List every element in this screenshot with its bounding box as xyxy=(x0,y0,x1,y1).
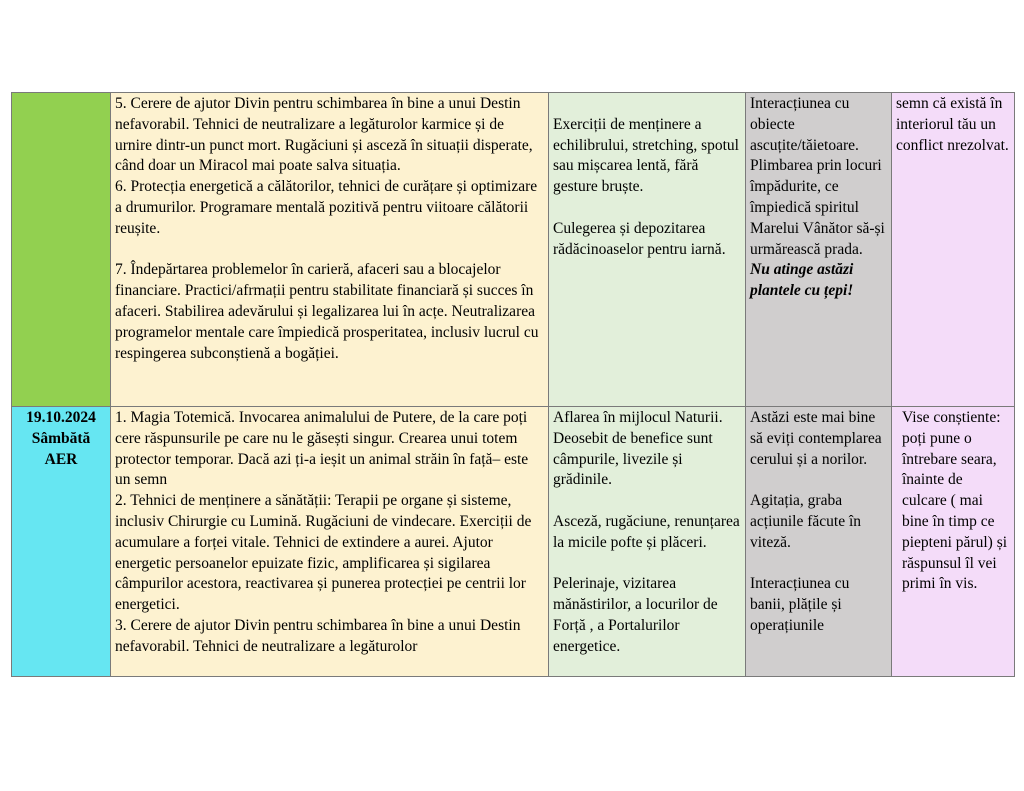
techniques-cell xyxy=(111,407,549,677)
activities-cell xyxy=(549,407,746,677)
activities-cell xyxy=(549,93,746,407)
activity-item: Aflarea în mijlocul Naturii. Deosebit de benefice sunt câmpurile, livezile și grădinile. xyxy=(553,409,723,489)
technique-item: 5. Cerere de ajutor Divin pentru schimbarea în bine a unui Destin nefavorabil. Tehnici de neutralizare a legăturolor karmice și de urnire dintr-un punct mort. Rugăciuni și asceză în situații disperate, când doar un Miracol mai poate salva situația. xyxy=(115,95,533,175)
sign-text: semn că există în interiorul tău un conflict nrezolvat. xyxy=(896,95,1009,154)
sign-cell xyxy=(892,407,1015,677)
table-row xyxy=(12,407,1015,677)
astrological-day-table xyxy=(11,92,1015,677)
avoid-cell xyxy=(746,93,892,407)
avoid-text: Interacțiunea cu obiecte ascuțite/tăietoare. Plimbarea prin locuri împădurite, ce împiedică spiritul Marelui Vânător să-și urmărească prada. xyxy=(750,95,885,258)
table-row xyxy=(12,93,1015,407)
technique-item: 2. Tehnici de menținere a sănătății: Terapii pe organe și sisteme, inclusiv Chirurgie cu Lumină. Rugăciuni de vindecare. Exerciții de acumulare a forței vitale. Tehnici de extindere a aurei. Ajutor energetic persoanelor epuizate fizic, amplificarea și sigilarea câmpurilor acestora, reactivarea și punerea protecției pe centrii lor energetici. xyxy=(115,492,532,614)
date-cell xyxy=(12,93,111,407)
sign-text: Vise conștiente: poți pune o întrebare seara, înainte de culcare ( mai bine în timp ce piepteni părul) și răspunsul îl vei primi în vis. xyxy=(902,409,1008,593)
techniques-cell xyxy=(111,93,549,407)
avoid-cell xyxy=(746,407,892,677)
activity-item: Pelerinaje, vizitarea mănăstirilor, a locurilor de Forță , a Portalurilor energetice. xyxy=(553,575,718,655)
avoid-item: Astăzi este mai bine să eviți contemplarea cerului și a norilor. xyxy=(750,409,882,468)
technique-item: 3. Cerere de ajutor Divin pentru schimbarea în bine a unui Destin nefavorabil. Tehnici de neutralizare a legăturolor xyxy=(115,616,521,655)
sign-cell xyxy=(892,93,1015,407)
date-cell xyxy=(12,407,111,677)
avoid-warning: Nu atinge astăzi plantele cu țepi! xyxy=(750,261,854,300)
date-label: 19.10.2024 xyxy=(26,409,96,426)
day-label: Sâmbătă xyxy=(31,429,91,447)
element-label: AER xyxy=(44,450,78,468)
activity-item: Exerciții de menținere a echilibrului, stretching, spotul sau mișcarea lentă, fără gesture bruște. xyxy=(553,115,739,196)
avoid-item: Interacțiunea cu banii, plățile și operațiunile xyxy=(750,575,850,634)
activity-item: Culegerea și depozitarea rădăcinoaselor pentru iarnă. xyxy=(553,219,726,258)
technique-item: 7. Îndepărtarea problemelor în carieră, afaceri sau a blocajelor financiare. Practici/afrmații pentru stabilitate financiară și succes în afaceri. Stabilirea adevărului și legalizarea lui în acțe. Neutralizarea programelor mentale care împiedică prosperitatea, inclusiv lucrul cu respingerea subconștienă a bogăției. xyxy=(115,261,539,362)
technique-item: 1. Magia Totemică. Invocarea animalului de Putere, de la care poți cere răspunsurile pe care nu le găsești singur. Crearea unui totem protector temporar. Dacă azi ți-a ieșit un animal străin în față– este un semn xyxy=(115,409,529,489)
avoid-item: Agitația, graba acțiunile făcute în viteză. xyxy=(750,492,862,551)
activity-item: Asceză, rugăciune, renunțarea la micile pofte și plăceri. xyxy=(553,512,740,551)
technique-item: 6. Protecția energetică a călătorilor, tehnici de curățare și optimizare a drumurilor. Programare mentală pozitivă pentru viitoare călătorii reușite. xyxy=(115,178,538,237)
